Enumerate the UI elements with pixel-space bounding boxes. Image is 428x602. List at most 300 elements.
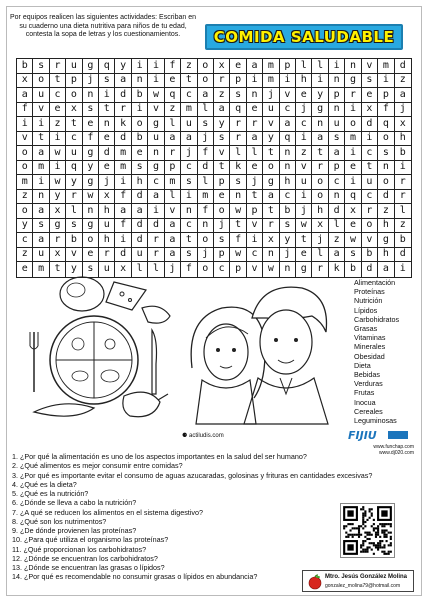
grid-cell: d bbox=[198, 161, 214, 176]
grid-cell: q bbox=[230, 103, 246, 118]
grid-cell: w bbox=[50, 175, 66, 190]
grid-cell: o bbox=[263, 161, 279, 176]
grid-cell: s bbox=[345, 248, 361, 263]
grid-cell: e bbox=[345, 219, 361, 234]
grid-cell: s bbox=[378, 146, 394, 161]
grid-cell: g bbox=[345, 74, 361, 89]
grid-cell: u bbox=[181, 117, 197, 132]
funchap-logo-text: FIJIU bbox=[348, 429, 377, 442]
grid-cell: r bbox=[115, 103, 131, 118]
grid-cell: e bbox=[83, 248, 99, 263]
grid-cell: n bbox=[148, 146, 164, 161]
grid-cell: l bbox=[312, 248, 328, 263]
grid-cell: z bbox=[17, 190, 33, 205]
grid-cell: t bbox=[230, 219, 246, 234]
word-list-item: Obesidad bbox=[354, 351, 385, 361]
grid-cell: m bbox=[115, 161, 131, 176]
grid-cell: s bbox=[33, 219, 49, 234]
grid-cell: f bbox=[17, 103, 33, 118]
word-list-item: Grasas bbox=[354, 324, 378, 334]
grid-cell: y bbox=[66, 262, 82, 277]
grid-cell: p bbox=[214, 248, 230, 263]
grid-cell: l bbox=[132, 262, 148, 277]
grid-cell: k bbox=[115, 117, 131, 132]
grid-cell: a bbox=[198, 88, 214, 103]
grid-cell: l bbox=[66, 204, 82, 219]
grid-cell: i bbox=[33, 117, 49, 132]
grid-cell: o bbox=[33, 74, 49, 89]
grid-cell: v bbox=[214, 146, 230, 161]
grid-cell: e bbox=[99, 132, 115, 147]
grid-cell: u bbox=[33, 88, 49, 103]
grid-cell: u bbox=[263, 103, 279, 118]
grid-cell: t bbox=[362, 161, 378, 176]
grid-cell: v bbox=[247, 219, 263, 234]
grid-cell: i bbox=[345, 175, 361, 190]
grid-cell: r bbox=[148, 248, 164, 263]
word-list bbox=[354, 278, 420, 425]
grid-cell: u bbox=[296, 175, 312, 190]
grid-cell: q bbox=[66, 161, 82, 176]
grid-cell: b bbox=[132, 88, 148, 103]
grid-cell: b bbox=[395, 233, 411, 248]
grid-cell: u bbox=[132, 248, 148, 263]
grid-cell: t bbox=[50, 262, 66, 277]
grid-cell: r bbox=[362, 204, 378, 219]
author-name: Mtro. Jesús González Molina bbox=[325, 574, 408, 580]
grid-cell: u bbox=[66, 59, 82, 74]
grid-cell: c bbox=[17, 233, 33, 248]
grid-cell: i bbox=[399, 263, 406, 275]
grid-cell: i bbox=[247, 233, 263, 248]
grid-cell: z bbox=[395, 74, 411, 89]
grid-cell: k bbox=[329, 262, 345, 277]
grid-cell: z bbox=[395, 219, 411, 234]
grid-cell: d bbox=[132, 233, 148, 248]
website-2: www.dj020.com bbox=[378, 450, 414, 456]
grid-cell: c bbox=[50, 88, 66, 103]
grid-cell: a bbox=[395, 88, 411, 103]
grid-cell: x bbox=[66, 103, 82, 118]
grid-cell: f bbox=[181, 262, 197, 277]
grid-cell: r bbox=[50, 59, 66, 74]
grid-cell: f bbox=[83, 132, 99, 147]
chicken-drawing bbox=[123, 392, 160, 417]
grid-cell: c bbox=[280, 190, 296, 205]
grid-cell: w bbox=[50, 146, 66, 161]
grid-cell: h bbox=[378, 219, 394, 234]
grid-cell: j bbox=[263, 88, 279, 103]
question-item: 8. ¿Qué son los nutrimentos? bbox=[12, 516, 107, 526]
grid-cell: b bbox=[345, 262, 361, 277]
grid-cell: s bbox=[214, 132, 230, 147]
grid-cell: j bbox=[296, 103, 312, 118]
grid-cell: w bbox=[83, 190, 99, 205]
girl-drawing bbox=[191, 307, 265, 424]
grid-cell: f bbox=[115, 190, 131, 205]
website-1: www.funchap.com bbox=[373, 444, 414, 450]
grid-cell: s bbox=[99, 74, 115, 89]
grid-cell: o bbox=[362, 219, 378, 234]
grid-cell: b bbox=[66, 233, 82, 248]
grid-cell: g bbox=[378, 233, 394, 248]
grid-cell: v bbox=[280, 88, 296, 103]
grid-cell: j bbox=[165, 262, 181, 277]
grid-cell: t bbox=[33, 132, 49, 147]
grid-cell: f bbox=[198, 146, 214, 161]
grid-cell: p bbox=[165, 161, 181, 176]
author-box bbox=[302, 570, 414, 592]
grid-cell: s bbox=[230, 175, 246, 190]
grid-cell: e bbox=[99, 161, 115, 176]
grid-cell: o bbox=[198, 233, 214, 248]
grid-cell: i bbox=[345, 103, 361, 118]
grid-cell: o bbox=[17, 161, 33, 176]
grid-cell: b bbox=[132, 132, 148, 147]
grid-cell: x bbox=[362, 103, 378, 118]
grid-cell: i bbox=[329, 59, 345, 74]
grid-cell: y bbox=[214, 117, 230, 132]
children-illustration bbox=[182, 278, 342, 428]
grid-cell: l bbox=[296, 59, 312, 74]
grid-cell: o bbox=[198, 74, 214, 89]
question-item: 14. ¿Por qué es recomendable no consumir grasas o lípidos en abundancia? bbox=[12, 572, 258, 582]
grid-cell: v bbox=[362, 59, 378, 74]
grid-cell: a bbox=[181, 132, 197, 147]
word-list-item: Inocua bbox=[354, 397, 376, 407]
grid-cell: i bbox=[362, 132, 378, 147]
grid-cell: s bbox=[230, 88, 246, 103]
grid-cell: g bbox=[263, 175, 279, 190]
grid-cell: r bbox=[230, 132, 246, 147]
grid-cell: e bbox=[230, 59, 246, 74]
grid-cell: g bbox=[148, 117, 164, 132]
grid-cell: a bbox=[33, 146, 49, 161]
grid-cell: z bbox=[17, 248, 33, 263]
grid-cell: i bbox=[345, 146, 361, 161]
grid-cell: m bbox=[345, 132, 361, 147]
grid-cell: y bbox=[115, 59, 131, 74]
grid-cell: r bbox=[165, 146, 181, 161]
grid-cell: z bbox=[329, 233, 345, 248]
grid-cell: t bbox=[50, 74, 66, 89]
grid-cell: d bbox=[329, 204, 345, 219]
grid-cell: a bbox=[165, 233, 181, 248]
grid-cell: r bbox=[214, 74, 230, 89]
grid-cell: g bbox=[83, 59, 99, 74]
grid-cell: y bbox=[17, 219, 33, 234]
grid-cell: i bbox=[280, 74, 296, 89]
fish-drawing bbox=[142, 306, 170, 323]
grid-cell: z bbox=[181, 59, 197, 74]
grid-cell: z bbox=[378, 204, 394, 219]
grid-cell: y bbox=[280, 233, 296, 248]
grid-cell: i bbox=[247, 74, 263, 89]
grid-cell: r bbox=[148, 233, 164, 248]
grid-cell: s bbox=[83, 103, 99, 118]
grid-cell: x bbox=[50, 204, 66, 219]
grid-cell: g bbox=[312, 103, 328, 118]
grid-cell: p bbox=[66, 74, 82, 89]
grid-cell: n bbox=[312, 117, 328, 132]
grid-cell: a bbox=[280, 117, 296, 132]
grid-cell: a bbox=[329, 248, 345, 263]
grid-cell: d bbox=[132, 219, 148, 234]
grid-cell: u bbox=[362, 175, 378, 190]
grid-cell: i bbox=[296, 190, 312, 205]
word-list-item: Proteínas bbox=[354, 287, 385, 297]
grid-cell: d bbox=[99, 146, 115, 161]
grid-cell: r bbox=[247, 117, 263, 132]
grid-cell: u bbox=[66, 146, 82, 161]
grid-cell: r bbox=[395, 190, 411, 205]
grid-cell: n bbox=[247, 88, 263, 103]
grid-cell: a bbox=[33, 204, 49, 219]
grid-cell: a bbox=[165, 132, 181, 147]
grid-cell: y bbox=[263, 132, 279, 147]
grid-cell: d bbox=[378, 190, 394, 205]
grid-cell: i bbox=[148, 74, 164, 89]
grid-cell: w bbox=[345, 233, 361, 248]
grid-cell: h bbox=[395, 132, 411, 147]
grid-cell: y bbox=[66, 175, 82, 190]
grid-cell: r bbox=[263, 219, 279, 234]
grid-cell: a bbox=[247, 59, 263, 74]
grid-cell: p bbox=[214, 175, 230, 190]
question-item: 1. ¿Por qué la alimentación es uno de los aspectos importantes en la salud del ser humano? bbox=[12, 452, 307, 461]
question-item: 9. ¿De dónde provienen las proteínas? bbox=[12, 526, 137, 535]
grid-cell: n bbox=[263, 248, 279, 263]
grid-cell: v bbox=[17, 132, 33, 147]
grid-cell: e bbox=[50, 103, 66, 118]
grid-cell: e bbox=[296, 248, 312, 263]
grid-cell: f bbox=[378, 103, 394, 118]
grid-cell: z bbox=[50, 117, 66, 132]
grid-cell: k bbox=[230, 161, 246, 176]
grid-cell: x bbox=[115, 262, 131, 277]
grid-cell: c bbox=[247, 248, 263, 263]
word-list-item: Bebidas bbox=[354, 370, 380, 380]
grid-cell: f bbox=[198, 204, 214, 219]
grid-cell: c bbox=[329, 175, 345, 190]
question-item: 12. ¿Dónde se encuentran los carbohidratos? bbox=[12, 553, 158, 563]
grid-cell: c bbox=[296, 117, 312, 132]
grid-cell: t bbox=[263, 204, 279, 219]
grid-cell: q bbox=[165, 88, 181, 103]
grid-cell: g bbox=[83, 219, 99, 234]
grid-cell: x bbox=[312, 219, 328, 234]
question-item: 11. ¿Qué proporcionan los carbohidratos? bbox=[12, 544, 147, 554]
grid-cell: o bbox=[378, 132, 394, 147]
grid-cell: t bbox=[296, 233, 312, 248]
grid-cell: u bbox=[99, 219, 115, 234]
grid-cell: n bbox=[280, 146, 296, 161]
vegetable-drawing bbox=[34, 404, 94, 416]
grid-cell: m bbox=[115, 146, 131, 161]
grid-cell: o bbox=[17, 146, 33, 161]
boy-drawing bbox=[244, 287, 328, 424]
word-list-item: Carbohidratos bbox=[354, 314, 400, 324]
grid-cell: e bbox=[247, 103, 263, 118]
apple-icon bbox=[307, 574, 323, 590]
food-illustration bbox=[14, 272, 179, 424]
grid-cell: p bbox=[230, 262, 246, 277]
actiludis-icon: ⚈ bbox=[182, 433, 190, 439]
grid-cell: e bbox=[83, 117, 99, 132]
grid-cell: d bbox=[395, 248, 411, 263]
grid-cell: j bbox=[280, 248, 296, 263]
grid-cell: l bbox=[165, 117, 181, 132]
grid-cell: s bbox=[66, 219, 82, 234]
grid-cell: m bbox=[17, 175, 33, 190]
grid-cell: a bbox=[214, 103, 230, 118]
grid-cell: n bbox=[99, 117, 115, 132]
word-list-item: Dieta bbox=[354, 360, 371, 370]
grid-cell: b bbox=[17, 59, 33, 74]
grid-cell: i bbox=[378, 74, 394, 89]
author-email: gonzalez_molina79@hotmail.com bbox=[325, 583, 401, 589]
grid-cell: j bbox=[83, 74, 99, 89]
grid-cell: d bbox=[132, 190, 148, 205]
grid-cell: n bbox=[230, 190, 246, 205]
grid-cell: a bbox=[148, 190, 164, 205]
grid-cell: f bbox=[230, 233, 246, 248]
grid-cell: x bbox=[50, 248, 66, 263]
grid-cell: i bbox=[50, 132, 66, 147]
grid-cell: s bbox=[198, 117, 214, 132]
grid-cell: x bbox=[17, 74, 33, 89]
grid-cell: e bbox=[345, 161, 361, 176]
grid-cell: t bbox=[312, 146, 328, 161]
grid-cell: h bbox=[378, 248, 394, 263]
grid-cell: g bbox=[50, 219, 66, 234]
grid-cell: o bbox=[312, 190, 328, 205]
grid-cell: p bbox=[329, 88, 345, 103]
grid-cell: e bbox=[214, 190, 230, 205]
grid-cell: n bbox=[83, 88, 99, 103]
grid-cell: o bbox=[17, 204, 33, 219]
grid-cell: y bbox=[83, 161, 99, 176]
grid-cell: x bbox=[99, 190, 115, 205]
word-search-grid bbox=[16, 58, 412, 278]
instructions-text: Por equipos realicen las siguientes actividades: Escriban en su cuaderno una dieta nutritiva para niños de tu edad, contesta la sopa de letras y los cuestionamientos. bbox=[10, 14, 196, 38]
grid-cell: i bbox=[33, 175, 49, 190]
grid-cell: u bbox=[329, 117, 345, 132]
grid-cell: j bbox=[247, 175, 263, 190]
grid-cell: x bbox=[345, 204, 361, 219]
grid-cell: m bbox=[263, 59, 279, 74]
title-banner bbox=[205, 24, 403, 50]
grid-cell: n bbox=[345, 59, 361, 74]
grid-cell: n bbox=[329, 190, 345, 205]
grid-cell: m bbox=[198, 190, 214, 205]
grid-cell: c bbox=[148, 175, 164, 190]
grid-cell: c bbox=[66, 132, 82, 147]
grid-cell: d bbox=[148, 219, 164, 234]
grid-cell: d bbox=[362, 262, 378, 277]
grid-cell: e bbox=[247, 161, 263, 176]
grid-cell: n bbox=[329, 74, 345, 89]
grid-cell: r bbox=[312, 161, 328, 176]
grid-cell: j bbox=[312, 233, 328, 248]
funchap-logo bbox=[346, 428, 410, 442]
grid-cell: v bbox=[165, 204, 181, 219]
page-title: COMIDA SALUDABLE bbox=[213, 28, 395, 46]
grid-cell: s bbox=[280, 219, 296, 234]
grid-cell: e bbox=[17, 262, 33, 277]
grid-cell: p bbox=[247, 204, 263, 219]
grid-cell: a bbox=[132, 204, 148, 219]
grid-cell: d bbox=[362, 117, 378, 132]
grid-cell: n bbox=[181, 204, 197, 219]
grid-cell: x bbox=[263, 233, 279, 248]
word-list-item: Cereales bbox=[354, 406, 383, 416]
grid-cell: a bbox=[247, 132, 263, 147]
question-item: 6. ¿Dónde se lleva a cabo la nutrición? bbox=[12, 498, 137, 508]
grid-cell: g bbox=[148, 161, 164, 176]
grid-cell: t bbox=[66, 117, 82, 132]
word-list-item: Vitaminas bbox=[354, 333, 386, 343]
grid-cell: t bbox=[214, 161, 230, 176]
grid-cell: o bbox=[214, 204, 230, 219]
grid-cell: g bbox=[83, 146, 99, 161]
question-item: 7. ¿A qué se reducen los alimentos en el sistema digestivo? bbox=[12, 507, 203, 517]
word-list-item: Leguminosas bbox=[354, 416, 397, 426]
grid-cell: y bbox=[312, 88, 328, 103]
grid-cell: o bbox=[198, 59, 214, 74]
grid-cell: n bbox=[329, 103, 345, 118]
qr-code bbox=[340, 503, 395, 558]
grid-cell: s bbox=[329, 132, 345, 147]
grid-cell: h bbox=[280, 175, 296, 190]
grid-cell: l bbox=[312, 59, 328, 74]
grid-cell: n bbox=[198, 219, 214, 234]
grid-cell: h bbox=[99, 233, 115, 248]
grid-cell: i bbox=[395, 161, 411, 176]
question-item: 2. ¿Qué alimentos es mejor consumir entre comidas? bbox=[12, 461, 183, 471]
grid-cell: l bbox=[148, 262, 164, 277]
grid-cell: d bbox=[395, 59, 411, 74]
grid-cell: w bbox=[230, 204, 246, 219]
grid-cell: c bbox=[362, 146, 378, 161]
grid-cell: r bbox=[99, 248, 115, 263]
grid-cell: e bbox=[296, 88, 312, 103]
grid-cell: a bbox=[263, 190, 279, 205]
grid-cell: f bbox=[165, 59, 181, 74]
grid-cell: c bbox=[362, 190, 378, 205]
grid-cell: w bbox=[263, 262, 279, 277]
grid-cell: g bbox=[296, 262, 312, 277]
grid-cell: i bbox=[312, 74, 328, 89]
grid-cell: d bbox=[115, 132, 131, 147]
grid-cell: c bbox=[181, 88, 197, 103]
grid-cell: n bbox=[33, 190, 49, 205]
grid-cell: m bbox=[33, 161, 49, 176]
knife-drawing bbox=[152, 330, 157, 394]
grid-cell: h bbox=[99, 204, 115, 219]
grid-cell: v bbox=[148, 103, 164, 118]
grid-cell: a bbox=[115, 204, 131, 219]
word-list-item: Nutrición bbox=[354, 296, 383, 306]
question-item: 4. ¿Qué es la dieta? bbox=[12, 479, 77, 489]
grid-cell: j bbox=[198, 132, 214, 147]
word-list-item: Alimentación bbox=[354, 278, 396, 287]
grid-cell: q bbox=[280, 132, 296, 147]
fork-drawing bbox=[30, 332, 38, 392]
grid-cell: v bbox=[362, 233, 378, 248]
grid-cell: d bbox=[115, 88, 131, 103]
grid-cell: i bbox=[132, 103, 148, 118]
